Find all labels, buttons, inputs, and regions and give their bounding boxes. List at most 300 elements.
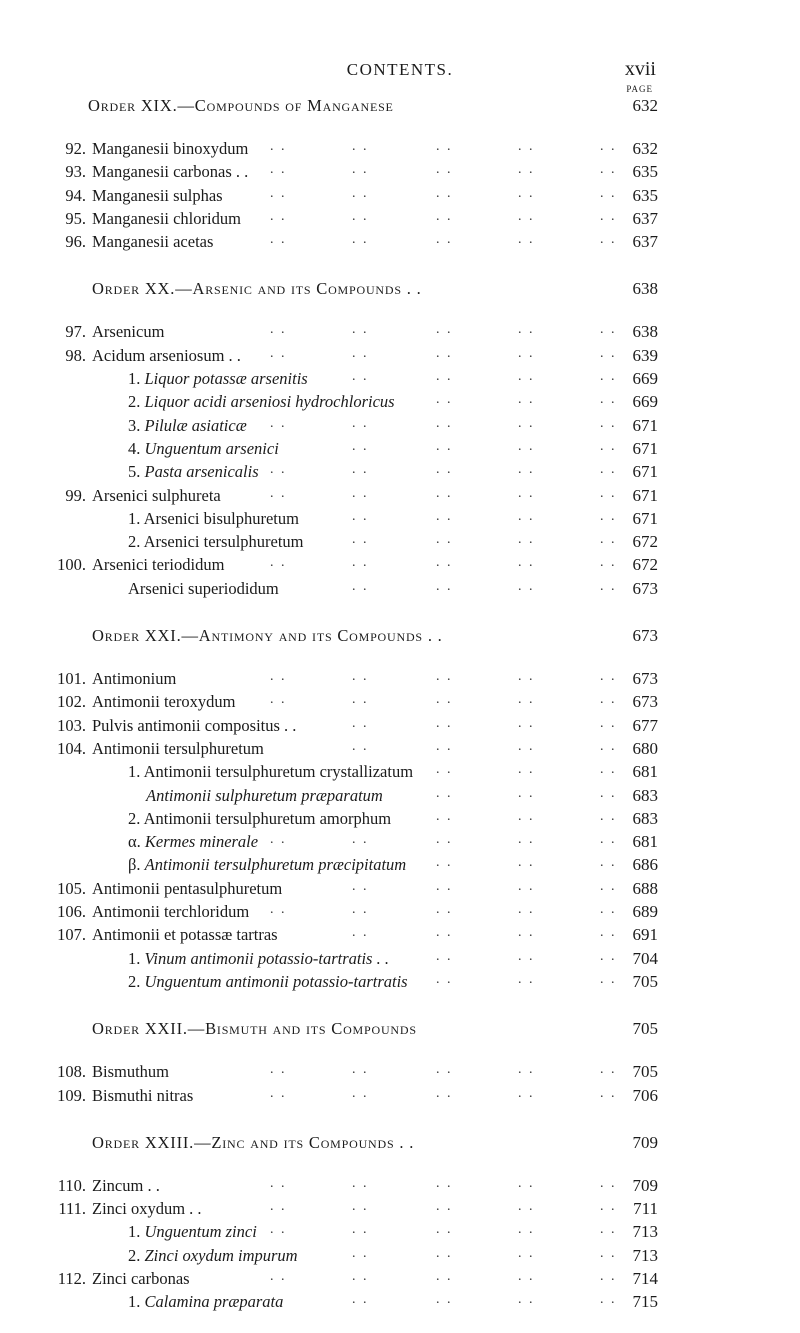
leader-dot: . .	[600, 855, 617, 871]
entry-number: 1.	[128, 948, 145, 968]
toc-entry	[0, 739, 800, 762]
leader-dot: . .	[436, 1245, 453, 1261]
leader-dot: . .	[518, 345, 535, 361]
page-column-label: PAGE	[626, 84, 653, 94]
leader-dot: . .	[600, 485, 617, 501]
leader-dot: . .	[270, 1268, 287, 1284]
leader-dot: . .	[600, 508, 617, 524]
leader-dot: . .	[436, 485, 453, 501]
toc-entry	[0, 322, 800, 345]
entry-text: Arsenici tersulphuretum	[143, 532, 304, 552]
entry-text: Antimonii sulphuretum præparatum	[146, 785, 383, 805]
entry-number: α.	[128, 832, 145, 852]
entry-label	[92, 716, 296, 736]
entry-page: 683	[632, 808, 658, 828]
leader-dot: . .	[352, 1175, 369, 1191]
leader-dot: . .	[352, 715, 369, 731]
heading-spacer	[0, 1043, 800, 1062]
entry-text: Antimonii terchloridum	[92, 902, 250, 922]
leader-dot: . .	[436, 762, 453, 778]
toc-entry	[0, 669, 800, 692]
toc-entry	[0, 879, 800, 902]
entry-number: 2.	[128, 1245, 145, 1265]
entry-label	[128, 416, 247, 436]
entry-label	[92, 879, 282, 899]
leader-dot: . .	[518, 462, 535, 478]
toc-entry	[0, 532, 800, 555]
leader-dot: . .	[436, 1062, 453, 1078]
toc-entry	[0, 762, 800, 785]
entry-label	[92, 322, 164, 342]
leader-dot: . .	[436, 1085, 453, 1101]
entry-text: Unguentum arsenici	[144, 438, 279, 458]
leader-dot: . .	[600, 832, 617, 848]
toc-entry	[0, 1199, 800, 1222]
leader-dot: . .	[518, 208, 535, 224]
leader-dots	[0, 1292, 800, 1312]
leader-dot: . .	[600, 1268, 617, 1284]
entry-label	[92, 232, 213, 252]
leader-dot: . .	[600, 785, 617, 801]
entry-label	[92, 139, 248, 159]
leader-dots	[0, 949, 800, 969]
entry-text: Kermes minerale	[144, 832, 259, 852]
entry-number: 97.	[65, 322, 86, 342]
entry-number: 112.	[57, 1268, 86, 1288]
leader-dot: . .	[518, 578, 535, 594]
entry-page: 713	[632, 1245, 658, 1265]
entry-text: Pilulæ asiaticæ	[144, 415, 247, 435]
toc-entry	[0, 1246, 800, 1269]
entry-label	[128, 532, 304, 552]
entry-text: Bismuthi nitras	[92, 1085, 194, 1105]
leader-dot: . .	[518, 715, 535, 731]
leader-dot: . .	[600, 345, 617, 361]
entry-number: 103.	[57, 715, 86, 735]
entry-text: Pulvis antimonii compositus . .	[92, 715, 297, 735]
toc-entry	[0, 692, 800, 715]
order-heading	[0, 96, 800, 120]
leader-dot: . .	[352, 345, 369, 361]
order-heading	[0, 626, 800, 650]
entry-number: 110.	[57, 1175, 86, 1195]
leader-dot: . .	[436, 415, 453, 431]
leader-dot: . .	[436, 692, 453, 708]
toc-entry	[0, 809, 800, 832]
leader-dot: . .	[518, 692, 535, 708]
leader-dots	[0, 369, 800, 389]
leader-dot: . .	[436, 578, 453, 594]
leader-dot: . .	[270, 1062, 287, 1078]
entry-label	[128, 1222, 257, 1242]
entry-number: 101.	[57, 669, 86, 689]
entry-page: 705	[632, 971, 658, 991]
table-of-contents	[0, 96, 800, 1316]
toc-entry	[0, 369, 800, 392]
leader-dot: . .	[270, 139, 287, 154]
entry-page: 683	[632, 785, 658, 805]
leader-dot: . .	[518, 971, 535, 987]
leader-dot: . .	[600, 1245, 617, 1261]
entry-text: Unguentum antimonii potassio-tartratis	[144, 971, 408, 991]
entry-text: Antimonii tersulphuretum	[92, 738, 264, 758]
entry-page: 704	[632, 948, 658, 968]
leader-dot: . .	[600, 232, 617, 248]
entry-page: 713	[632, 1222, 658, 1242]
entry-page: 669	[632, 392, 658, 412]
leader-dot: . .	[518, 485, 535, 501]
heading-spacer	[0, 120, 800, 139]
entry-label	[128, 392, 395, 412]
leader-dot: . .	[352, 578, 369, 594]
leader-dot: . .	[436, 878, 453, 894]
leader-dot: . .	[518, 232, 535, 248]
toc-entry	[0, 555, 800, 578]
entry-page: 635	[632, 185, 658, 205]
entry-number: 1.	[128, 762, 144, 782]
leader-dot: . .	[352, 878, 369, 894]
entry-label	[92, 555, 224, 575]
entry-text: Antimonii tersulphuretum crystallizatum	[143, 762, 414, 782]
entry-label	[128, 832, 258, 852]
leader-dot: . .	[600, 139, 617, 154]
leader-dot: . .	[600, 392, 617, 408]
entry-number: 102.	[57, 692, 86, 712]
leader-dot: . .	[600, 438, 617, 454]
leader-dot: . .	[518, 1222, 535, 1238]
leader-dot: . .	[436, 232, 453, 248]
leader-dot: . .	[436, 462, 453, 478]
entry-label	[128, 762, 413, 782]
leader-dot: . .	[436, 832, 453, 848]
entry-page: 705	[632, 1062, 658, 1082]
toc-entry	[0, 1222, 800, 1245]
toc-entry	[0, 1086, 800, 1109]
entry-label	[92, 1086, 193, 1106]
toc-entry	[0, 716, 800, 739]
entry-number: 5.	[128, 462, 145, 482]
entry-label	[128, 509, 299, 529]
entry-page: 686	[632, 855, 658, 875]
leader-dot: . .	[270, 1085, 287, 1101]
leader-dot: . .	[518, 1292, 535, 1308]
leader-dot: . .	[270, 669, 287, 685]
leader-dot: . .	[600, 925, 617, 941]
leader-dot: . .	[518, 1245, 535, 1261]
entry-text: Acidum arseniosum . .	[92, 345, 241, 365]
entry-page: 681	[632, 832, 658, 852]
entry-label	[92, 1199, 202, 1219]
toc-entry	[0, 232, 800, 255]
entry-page: 672	[632, 532, 658, 552]
entry-number: 98.	[65, 345, 86, 365]
entry-page: 673	[632, 692, 658, 712]
leader-dot: . .	[436, 738, 453, 754]
leader-dot: . .	[600, 715, 617, 731]
order-title: Order XXIII.—Zinc and its Compounds . .	[92, 1132, 415, 1152]
leader-dot: . .	[600, 1292, 617, 1308]
heading-spacer	[0, 1157, 800, 1176]
entry-page: 635	[632, 162, 658, 182]
leader-dot: . .	[518, 1085, 535, 1101]
leader-dot: . .	[518, 369, 535, 385]
entry-number: 2.	[128, 392, 145, 412]
leader-dot: . .	[270, 1199, 287, 1215]
leader-dot: . .	[436, 322, 453, 338]
running-head-title: CONTENTS.	[346, 60, 454, 79]
entry-number: 95.	[65, 208, 86, 228]
toc-entry	[0, 579, 800, 602]
toc-entry	[0, 139, 800, 162]
leader-dot: . .	[436, 1292, 453, 1308]
leader-dot: . .	[352, 438, 369, 454]
entry-text: Arsenicum	[92, 322, 165, 342]
section-spacer	[0, 995, 800, 1019]
toc-entry	[0, 949, 800, 972]
order-page: 709	[632, 1132, 658, 1152]
leader-dot: . .	[352, 208, 369, 224]
entry-number: 106.	[57, 902, 86, 922]
entry-text: Bismuthum	[92, 1062, 170, 1082]
leader-dots	[0, 1246, 800, 1266]
leader-dot: . .	[270, 208, 287, 224]
leader-dot: . .	[518, 162, 535, 178]
entry-page: 637	[632, 208, 658, 228]
leader-dot: . .	[436, 345, 453, 361]
leader-dot: . .	[352, 832, 369, 848]
entry-text: Zinci oxydum impurum	[144, 1245, 298, 1265]
toc-entry	[0, 902, 800, 925]
leader-dots	[0, 509, 800, 529]
leader-dot: . .	[436, 715, 453, 731]
entry-page: 691	[632, 925, 658, 945]
entry-label	[128, 1246, 298, 1266]
leader-dot: . .	[600, 1222, 617, 1238]
entry-number: 93.	[65, 162, 86, 182]
entry-text: Antimonii et potassæ tartras	[92, 925, 278, 945]
leader-dot: . .	[436, 555, 453, 571]
leader-dot: . .	[352, 532, 369, 548]
leader-dot: . .	[436, 925, 453, 941]
leader-dot: . .	[600, 1175, 617, 1191]
leader-dot: . .	[600, 185, 617, 201]
entry-text: Antimonii teroxydum	[92, 692, 236, 712]
leader-dot: . .	[436, 185, 453, 201]
leader-dot: . .	[436, 902, 453, 918]
entry-page: 637	[632, 232, 658, 252]
entry-page: 669	[632, 369, 658, 389]
order-heading	[0, 1133, 800, 1157]
leader-dot: . .	[436, 808, 453, 824]
leader-dot: . .	[270, 555, 287, 571]
leader-dot: . .	[436, 1268, 453, 1284]
leader-dot: . .	[600, 971, 617, 987]
leader-dot: . .	[436, 369, 453, 385]
leader-dots	[0, 832, 800, 852]
leader-dot: . .	[436, 162, 453, 178]
leader-dots	[0, 392, 800, 412]
toc-entry	[0, 416, 800, 439]
leader-dots	[0, 532, 800, 552]
leader-dot: . .	[352, 508, 369, 524]
entry-text: Manganesii chloridum	[92, 208, 241, 228]
leader-dot: . .	[352, 669, 369, 685]
entry-number: 4.	[128, 438, 145, 458]
entry-number: 1.	[128, 1222, 145, 1242]
entry-page: 639	[632, 345, 658, 365]
entry-label	[92, 739, 264, 759]
entry-page: 671	[632, 462, 658, 482]
entry-label	[92, 1062, 169, 1082]
leader-dot: . .	[600, 902, 617, 918]
leader-dot: . .	[436, 1222, 453, 1238]
leader-dot: . .	[518, 855, 535, 871]
heading-spacer	[0, 303, 800, 322]
leader-dot: . .	[600, 369, 617, 385]
leader-dot: . .	[436, 971, 453, 987]
leader-dot: . .	[600, 878, 617, 894]
leader-dot: . .	[352, 322, 369, 338]
leader-dot: . .	[352, 738, 369, 754]
entry-number: 108.	[57, 1062, 86, 1082]
toc-entry	[0, 392, 800, 415]
entry-number: 2.	[128, 808, 144, 828]
entry-number: 1.	[128, 508, 144, 528]
entry-number: 3.	[128, 415, 145, 435]
entry-text: Zincum . .	[92, 1175, 160, 1195]
leader-dot: . .	[518, 808, 535, 824]
leader-dot: . .	[270, 1175, 287, 1191]
leader-dot: . .	[600, 1085, 617, 1101]
toc-entry	[0, 346, 800, 369]
order-page: 673	[632, 626, 658, 646]
leader-dot: . .	[436, 438, 453, 454]
leader-dot: . .	[518, 669, 535, 685]
entry-text: Liquor acidi arseniosi hydrochloricus	[144, 392, 395, 412]
leader-dot: . .	[436, 508, 453, 524]
leader-dot: . .	[352, 1199, 369, 1215]
toc-entry	[0, 855, 800, 878]
order-title: Order XXII.—Bismuth and its Compounds	[92, 1019, 417, 1039]
leader-dot: . .	[352, 925, 369, 941]
leader-dot: . .	[352, 462, 369, 478]
leader-dot: . .	[352, 1268, 369, 1284]
leader-dot: . .	[518, 1062, 535, 1078]
leader-dot: . .	[436, 948, 453, 964]
leader-dot: . .	[270, 232, 287, 248]
entry-page: 689	[632, 902, 658, 922]
toc-entry	[0, 925, 800, 948]
leader-dot: . .	[600, 692, 617, 708]
entry-label	[128, 949, 389, 969]
entry-page: 677	[632, 715, 658, 735]
entry-label	[92, 162, 248, 182]
leader-dot: . .	[352, 139, 369, 154]
entry-label	[128, 439, 279, 459]
leader-dot: . .	[352, 1085, 369, 1101]
entry-label	[92, 346, 241, 366]
leader-dot: . .	[600, 1199, 617, 1215]
leader-dot: . .	[600, 162, 617, 178]
toc-entry	[0, 509, 800, 532]
leader-dot: . .	[600, 532, 617, 548]
entry-number: 92.	[65, 139, 86, 158]
toc-entry	[0, 462, 800, 485]
leader-dot: . .	[518, 948, 535, 964]
leader-dots	[0, 1222, 800, 1242]
leader-dots	[0, 416, 800, 436]
entry-number: 2.	[128, 532, 144, 552]
leader-dot: . .	[436, 532, 453, 548]
entry-label	[128, 1292, 283, 1312]
entry-page: 673	[632, 669, 658, 689]
leader-dot: . .	[270, 322, 287, 338]
leader-dot: . .	[518, 139, 535, 154]
entry-number: 111.	[58, 1199, 86, 1219]
order-title: Order XX.—Arsenic and its Compounds . .	[92, 279, 422, 299]
leader-dot: . .	[352, 162, 369, 178]
entry-number: 104.	[57, 738, 86, 758]
order-page: 705	[632, 1019, 658, 1039]
entry-text: Arsenici sulphureta	[92, 485, 221, 505]
leader-dot: . .	[518, 415, 535, 431]
leader-dot: . .	[270, 462, 287, 478]
section-spacer	[0, 602, 800, 626]
leader-dot: . .	[518, 532, 535, 548]
entry-text: Calamina præparata	[144, 1292, 284, 1312]
entry-page: 681	[632, 762, 658, 782]
leader-dot: . .	[518, 438, 535, 454]
entry-text: Manganesii carbonas . .	[92, 162, 249, 182]
leader-dot: . .	[352, 1222, 369, 1238]
page-number: xvii	[624, 58, 656, 80]
entry-text: Antimonii tersulphuretum amorphum	[143, 808, 392, 828]
section-spacer	[0, 1109, 800, 1133]
leader-dot: . .	[270, 832, 287, 848]
entry-number: 99.	[65, 485, 86, 505]
entry-number: 96.	[65, 232, 86, 252]
leader-dot: . .	[352, 485, 369, 501]
leader-dot: . .	[270, 902, 287, 918]
leader-dots	[0, 462, 800, 482]
order-title: Order XIX.—Compounds of Manganese	[88, 96, 394, 115]
entry-text: Arsenici superiodidum	[128, 578, 279, 598]
leader-dot: . .	[352, 232, 369, 248]
leader-dot: . .	[352, 902, 369, 918]
leader-dot: . .	[270, 415, 287, 431]
leader-dot: . .	[600, 415, 617, 431]
order-heading	[0, 279, 800, 303]
leader-dots	[0, 809, 800, 829]
leader-dot: . .	[352, 415, 369, 431]
entry-text: Manganesii acetas	[92, 232, 214, 252]
leader-dot: . .	[518, 832, 535, 848]
leader-dot: . .	[436, 1175, 453, 1191]
entry-number: 94.	[65, 185, 86, 205]
leader-dot: . .	[270, 692, 287, 708]
toc-entry	[0, 439, 800, 462]
entry-page: 714	[632, 1268, 658, 1288]
entry-text: Manganesii sulphas	[92, 185, 223, 205]
leader-dot: . .	[518, 762, 535, 778]
entry-number: 1.	[128, 1292, 145, 1312]
order-title: Order XXI.—Antimony and its Compounds . .	[92, 626, 443, 646]
entry-text: Liquor potassæ arsenitis	[144, 369, 308, 389]
leader-dot: . .	[518, 508, 535, 524]
leader-dot: . .	[436, 1199, 453, 1215]
leader-dot: . .	[518, 925, 535, 941]
toc-entry	[0, 786, 800, 809]
